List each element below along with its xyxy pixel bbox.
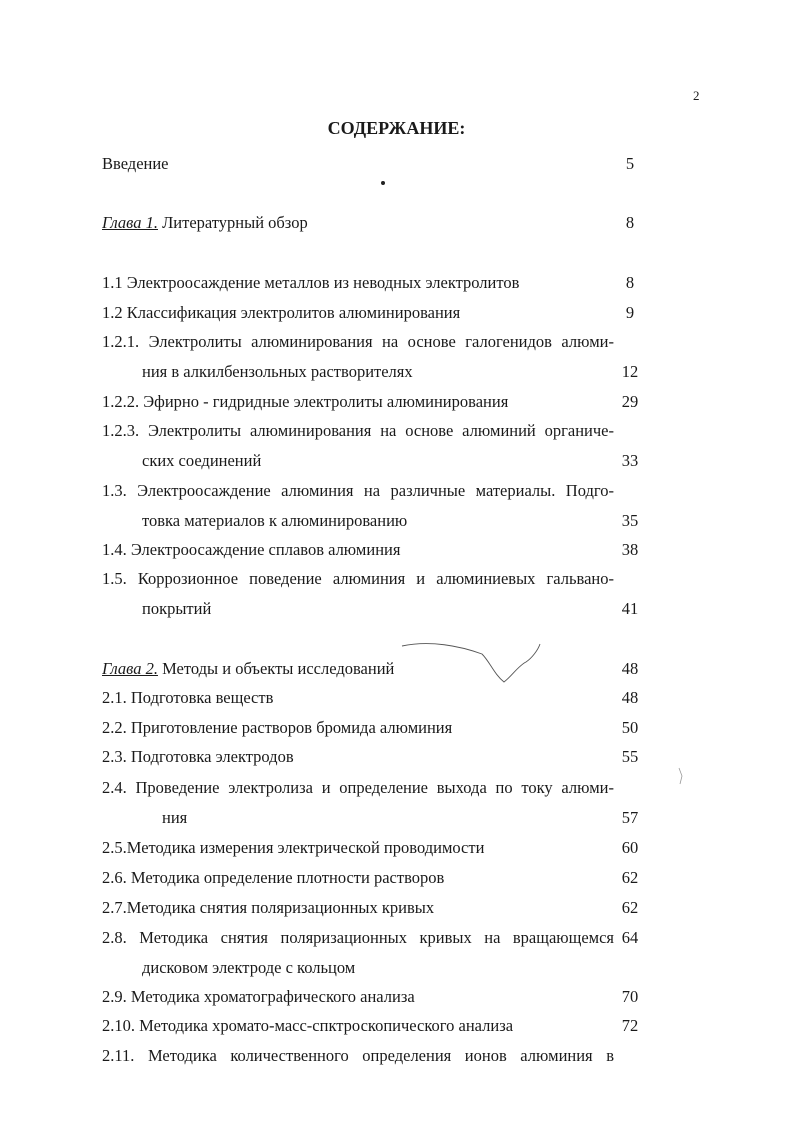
- toc-entry-text: [102, 390, 614, 414]
- scan-dot-mark: [381, 181, 385, 185]
- toc-entry-chapter-1: [0, 211, 793, 235]
- toc-entry-text: [102, 896, 614, 920]
- toc-entry-title: 2.7.Методика снятия поляризационных кривых: [102, 898, 435, 917]
- toc-entry-page: 12: [621, 362, 639, 381]
- toc-entry-2-9: [0, 985, 793, 1009]
- pen-scribble-mark: [400, 640, 550, 690]
- toc-entry-page: 38: [621, 540, 639, 559]
- toc-entry-continuation: ния в алкилбензольных растворителях: [142, 362, 413, 381]
- toc-entry-page: 57: [621, 808, 639, 827]
- toc-entry-title: 1.4. Электроосаждение сплавов алюминия: [102, 540, 401, 559]
- toc-entry-page: 9: [625, 303, 635, 322]
- toc-entry-title: 2.10. Методика хромато-масс-спктроскопического анализа: [102, 1016, 514, 1035]
- toc-entry-title: 1.1 Электроосаждение металлов из неводных электролитов: [102, 273, 520, 292]
- toc-entry-page: 72: [621, 1016, 639, 1035]
- toc-entry-1-1: [0, 271, 793, 295]
- toc-entry-introduction: [0, 152, 793, 176]
- toc-entry-text: [102, 271, 614, 295]
- toc-entry-text: 1.5. Коррозионное поведение алюминия и алюминиевых гальвано-: [102, 569, 614, 588]
- toc-entry-text: [102, 716, 614, 740]
- toc-entry-chapter-2: [0, 657, 793, 681]
- toc-entry-1-2: [0, 301, 793, 325]
- toc-entry-text: [102, 745, 614, 769]
- toc-entry-text: 2.4. Проведение электролиза и определение выхода по току алюми-: [102, 778, 614, 797]
- toc-entry-1-2-1: [0, 330, 793, 381]
- toc-entry-2-4: [0, 776, 793, 827]
- toc-entry-page: 62: [621, 868, 639, 887]
- toc-entry-2-2: [0, 716, 793, 740]
- toc-entry-page: 5: [625, 154, 635, 173]
- toc-entry-title: 1.2 Классификация электролитов алюминирования: [102, 303, 461, 322]
- toc-entry-continuation: покрытий: [142, 599, 212, 618]
- toc-entry-page: 60: [621, 838, 639, 857]
- toc-entry-text: [102, 538, 614, 562]
- chapter-label: Глава 2.: [102, 659, 158, 678]
- toc-entry-title: Введение: [102, 154, 169, 173]
- toc-entry-title: 2.1. Подготовка веществ: [102, 688, 274, 707]
- toc-entry-continuation: дисковом электроде с кольцом: [142, 958, 356, 977]
- toc-entry-page: 55: [621, 747, 639, 766]
- toc-entry-text: 1.3. Электроосаждение алюминия на различные материалы. Подго-: [102, 481, 614, 500]
- page-title: СОДЕРЖАНИЕ:: [327, 118, 466, 138]
- toc-entry-page: 8: [625, 273, 635, 292]
- toc-entry-2-7: [0, 896, 793, 920]
- toc-entry-continuation: товка материалов к алюминированию: [142, 511, 408, 530]
- toc-entry-title: 2.6. Методика определение плотности растворов: [102, 868, 445, 887]
- toc-entry-continuation: ских соединений: [142, 451, 262, 470]
- toc-entry-text: [102, 211, 614, 235]
- toc-entry-page: 8: [625, 213, 635, 232]
- toc-entry-text: [102, 1014, 614, 1038]
- toc-entry-text: [102, 301, 614, 325]
- toc-entry-1-5: [0, 567, 793, 618]
- toc-entry-1-4: [0, 538, 793, 562]
- toc-entry-2-10: [0, 1014, 793, 1038]
- toc-entry-1-2-3: [0, 419, 793, 470]
- toc-entry-text: 1.2.3. Электролиты алюминирования на основе алюминий органиче-: [102, 421, 614, 440]
- toc-entry-text: 2.8. Методика снятия поляризационных кривых на вращающемся: [102, 928, 614, 947]
- toc-entry-text: [102, 152, 614, 176]
- toc-entry-2-3: [0, 745, 793, 769]
- toc-entry-text: [102, 985, 614, 1009]
- toc-entry-1-2-2: [0, 390, 793, 414]
- toc-entry-2-8: [0, 926, 793, 977]
- page-number: 2: [693, 88, 700, 103]
- toc-entry-2-11: [0, 1044, 793, 1068]
- toc-entry-continuation: ния: [162, 808, 188, 827]
- toc-entry-page: 48: [621, 659, 639, 678]
- toc-entry-title: Методы и объекты исследований: [157, 659, 395, 678]
- toc-entry-title: 2.2. Приготовление растворов бромида алюминия: [102, 718, 453, 737]
- toc-entry-title: 2.5.Методика измерения электрической проводимости: [102, 838, 485, 857]
- toc-entry-title: 1.2.2. Эфирно - гидридные электролиты алюминирования: [102, 392, 509, 411]
- toc-entry-title: 2.3. Подготовка электродов: [102, 747, 294, 766]
- toc-entry-page: 33: [621, 451, 639, 470]
- toc-entry-page: 62: [621, 898, 639, 917]
- toc-entry-title: Литературный обзор: [157, 213, 308, 232]
- scan-edge-mark: [676, 766, 688, 786]
- toc-entry-text: [102, 866, 614, 890]
- toc-entry-page: 64: [621, 928, 639, 947]
- toc-entry-2-6: [0, 866, 793, 890]
- chapter-label: Глава 1.: [102, 213, 158, 232]
- toc-entry-text: 2.11. Методика количественного определения ионов алюминия в: [102, 1046, 614, 1065]
- toc-entry-page: 29: [621, 392, 639, 411]
- toc-entry-page: 41: [621, 599, 639, 618]
- toc-entry-2-1: [0, 686, 793, 710]
- toc-entry-text: [102, 836, 614, 860]
- toc-entry-1-3: [0, 479, 793, 530]
- toc-entry-title: 2.9. Методика хроматографического анализа: [102, 987, 415, 1006]
- toc-entry-page: 48: [621, 688, 639, 707]
- toc-entry-2-5: [0, 836, 793, 860]
- toc-entry-page: 50: [621, 718, 639, 737]
- toc-entry-page: 70: [621, 987, 639, 1006]
- toc-entry-text: 1.2.1. Электролиты алюминирования на основе галогенидов алюми-: [102, 332, 614, 351]
- toc-entry-page: 35: [621, 511, 639, 530]
